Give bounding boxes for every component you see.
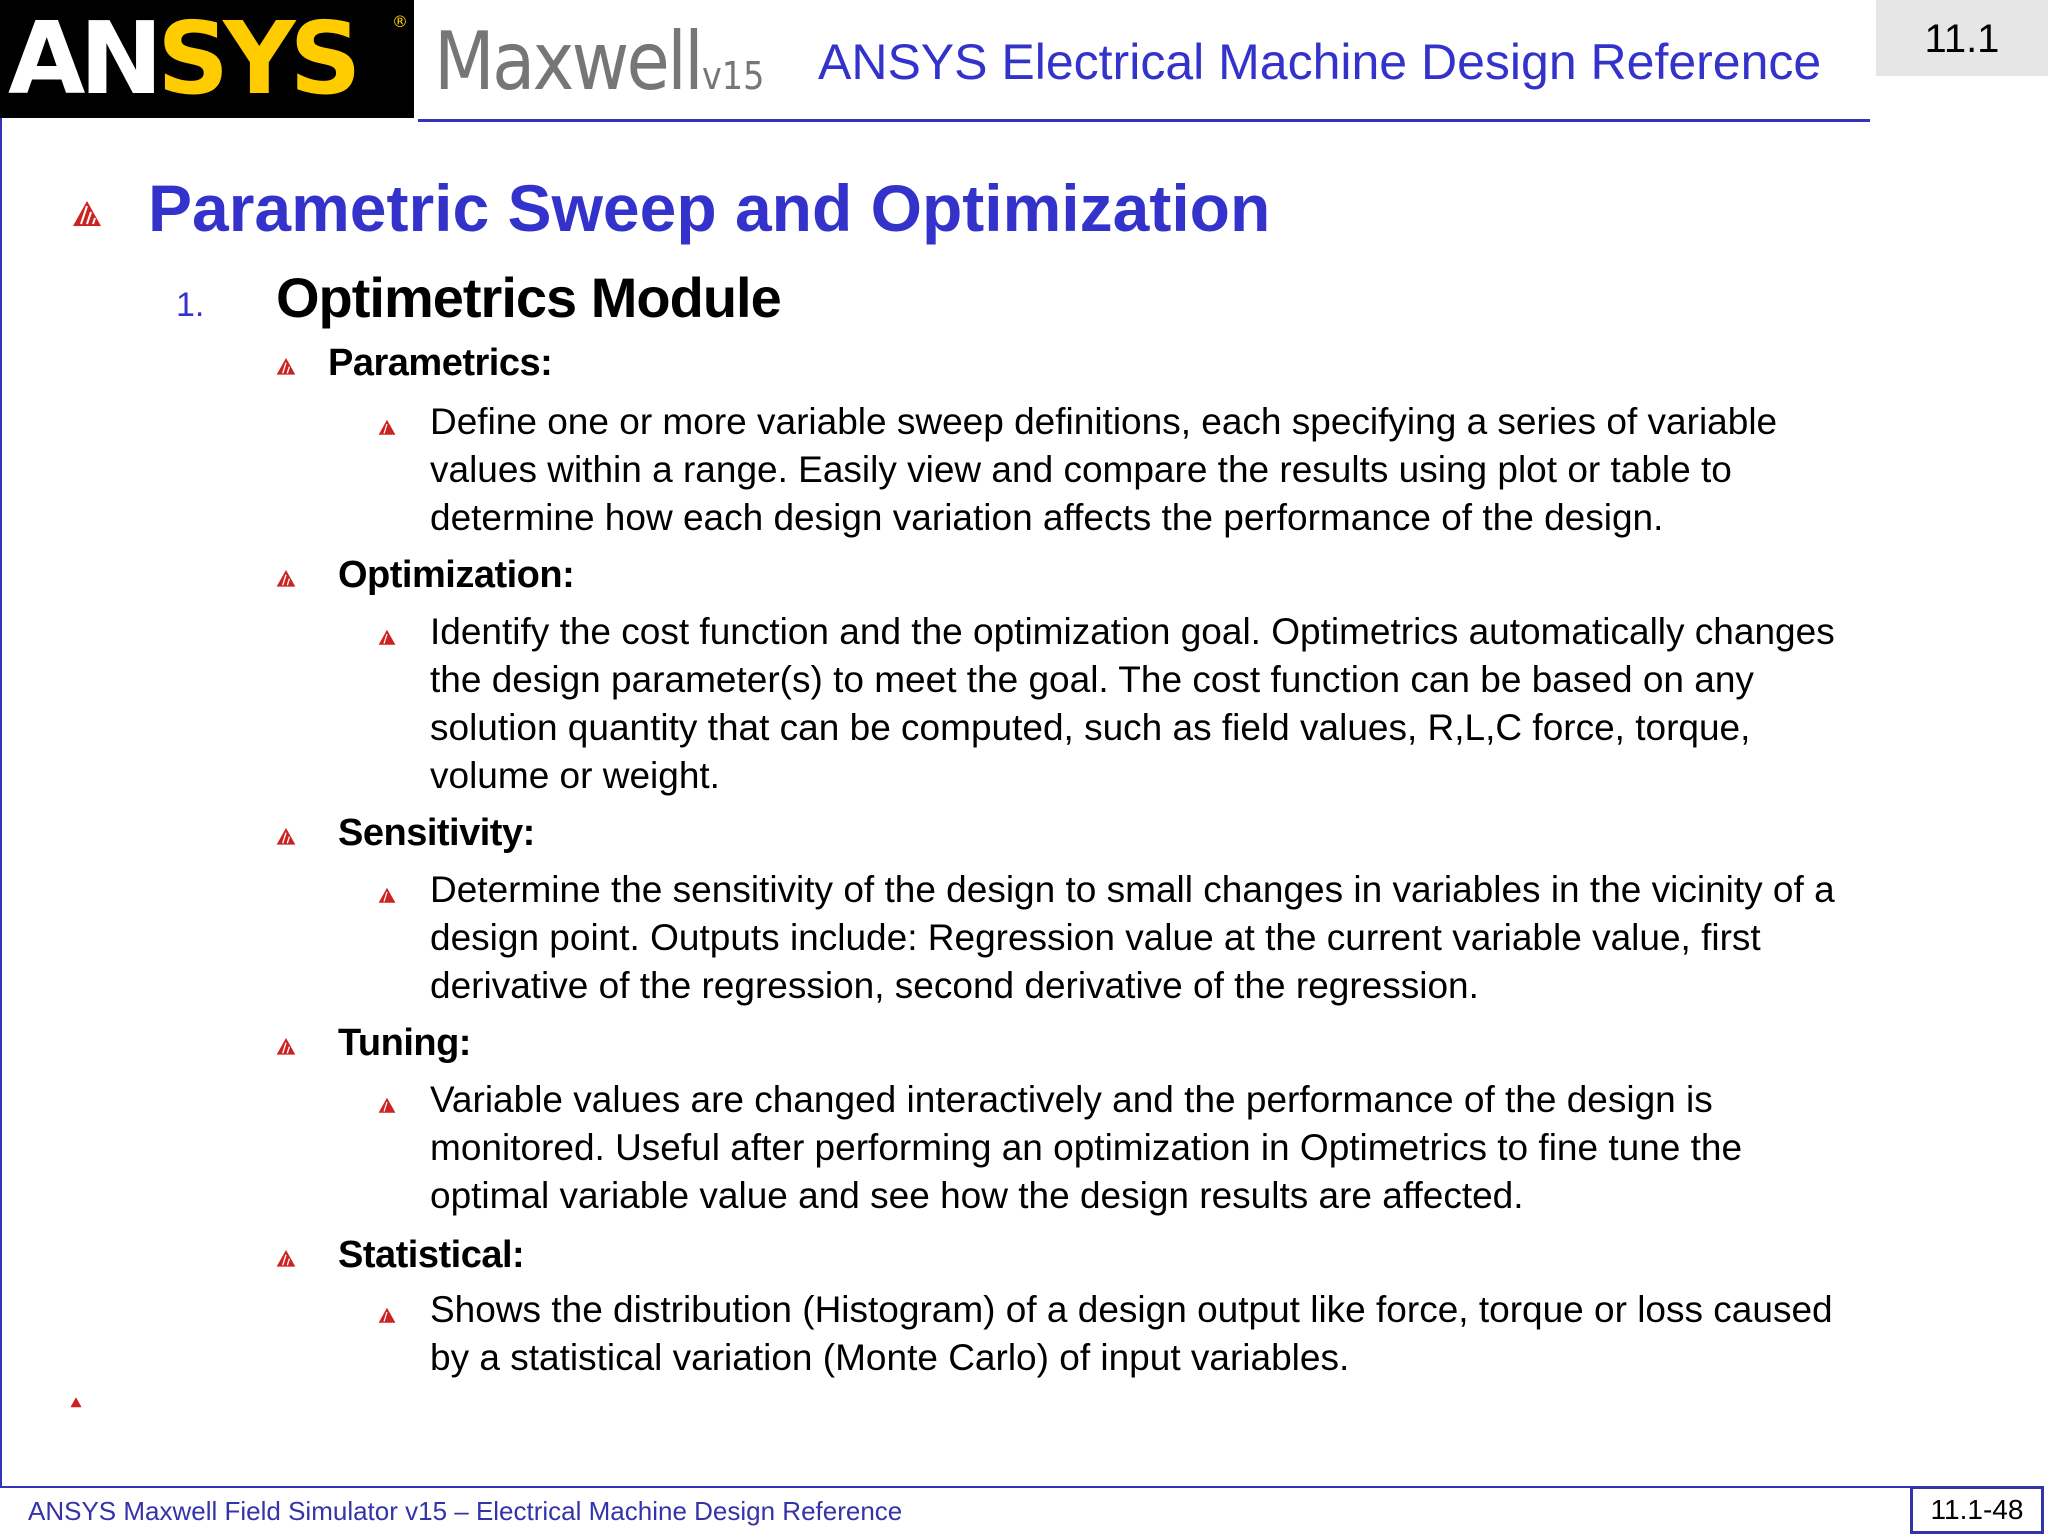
body-line: values within a range. Easily view and compare the results using plot or table to xyxy=(430,449,1732,490)
item-heading-optimization: Optimization: xyxy=(338,554,575,596)
product-name: Maxwell xyxy=(434,15,702,108)
item-heading-tuning: Tuning: xyxy=(338,1022,471,1064)
module-number: 1. xyxy=(176,286,205,324)
registered-mark: ® xyxy=(392,12,408,31)
item-heading-statistical: Statistical: xyxy=(338,1234,525,1276)
body-line: design point. Outputs include: Regression value at the current variable value, first xyxy=(430,917,1761,958)
ansys-logo xyxy=(0,0,414,118)
page-number: 11.1-48 xyxy=(1910,1486,2044,1534)
body-line: the design parameter(s) to meet the goal. The cost function can be based on any xyxy=(430,659,1754,700)
body-line: solution quantity that can be computed, such as field values, R,L,C force, torque, xyxy=(430,707,1751,748)
section-bullet-icon xyxy=(276,826,296,846)
section-number: 11.1 xyxy=(1876,0,2048,76)
item-body-tuning xyxy=(430,1076,1950,1220)
header-divider xyxy=(418,119,1870,122)
item-heading-sensitivity: Sensitivity: xyxy=(338,812,535,854)
item-body-sensitivity xyxy=(430,866,1950,1010)
product-version: v15 xyxy=(702,54,765,98)
left-border xyxy=(0,118,2,1488)
header-title: ANSYS Electrical Machine Design Reference xyxy=(818,34,1822,90)
detail-bullet-icon xyxy=(378,418,396,436)
footer-divider xyxy=(0,1486,1910,1488)
page-title: Parametric Sweep and Optimization xyxy=(148,171,1271,245)
section-bullet-icon xyxy=(276,1248,296,1268)
section-bullet-icon xyxy=(276,356,296,376)
empty-bullet-icon xyxy=(70,1396,82,1408)
body-line: Variable values are changed interactively and the performance of the design is xyxy=(430,1079,1713,1120)
body-line: monitored. Useful after performing an optimization in Optimetrics to fine tune the xyxy=(430,1127,1743,1168)
body-line: derivative of the regression, second derivative of the regression. xyxy=(430,965,1479,1006)
detail-bullet-icon xyxy=(378,628,396,646)
logo-wordmark: ANSYS xyxy=(8,0,356,117)
detail-bullet-icon xyxy=(378,1096,396,1114)
body-line: Define one or more variable sweep definitions, each specifying a series of variable xyxy=(430,401,1778,442)
body-line: Shows the distribution (Histogram) of a design output like force, torque or loss caused xyxy=(430,1289,1833,1330)
section-bullet-icon xyxy=(276,1036,296,1056)
item-heading-parametrics: Parametrics: xyxy=(328,342,553,384)
detail-bullet-icon xyxy=(378,886,396,904)
footer-text: ANSYS Maxwell Field Simulator v15 – Electrical Machine Design Reference xyxy=(28,1496,903,1526)
detail-bullet-icon xyxy=(378,1306,396,1324)
body-line: Determine the sensitivity of the design to small changes in variables in the vicinity of a xyxy=(430,869,1835,910)
module-title: Optimetrics Module xyxy=(276,266,781,329)
item-body-statistical xyxy=(430,1286,1950,1382)
body-line: volume or weight. xyxy=(430,755,720,796)
title-bullet-icon xyxy=(72,198,102,228)
body-line: Identify the cost function and the optimization goal. Optimetrics automatically changes xyxy=(430,611,1835,652)
item-body-optimization xyxy=(430,608,1950,800)
item-body-parametrics xyxy=(430,398,1950,542)
section-bullet-icon xyxy=(276,568,296,588)
body-line: determine how each design variation affects the performance of the design. xyxy=(430,497,1664,538)
body-line: by a statistical variation (Monte Carlo) of input variables. xyxy=(430,1337,1350,1378)
body-line: optimal variable value and see how the design results are affected. xyxy=(430,1175,1524,1216)
